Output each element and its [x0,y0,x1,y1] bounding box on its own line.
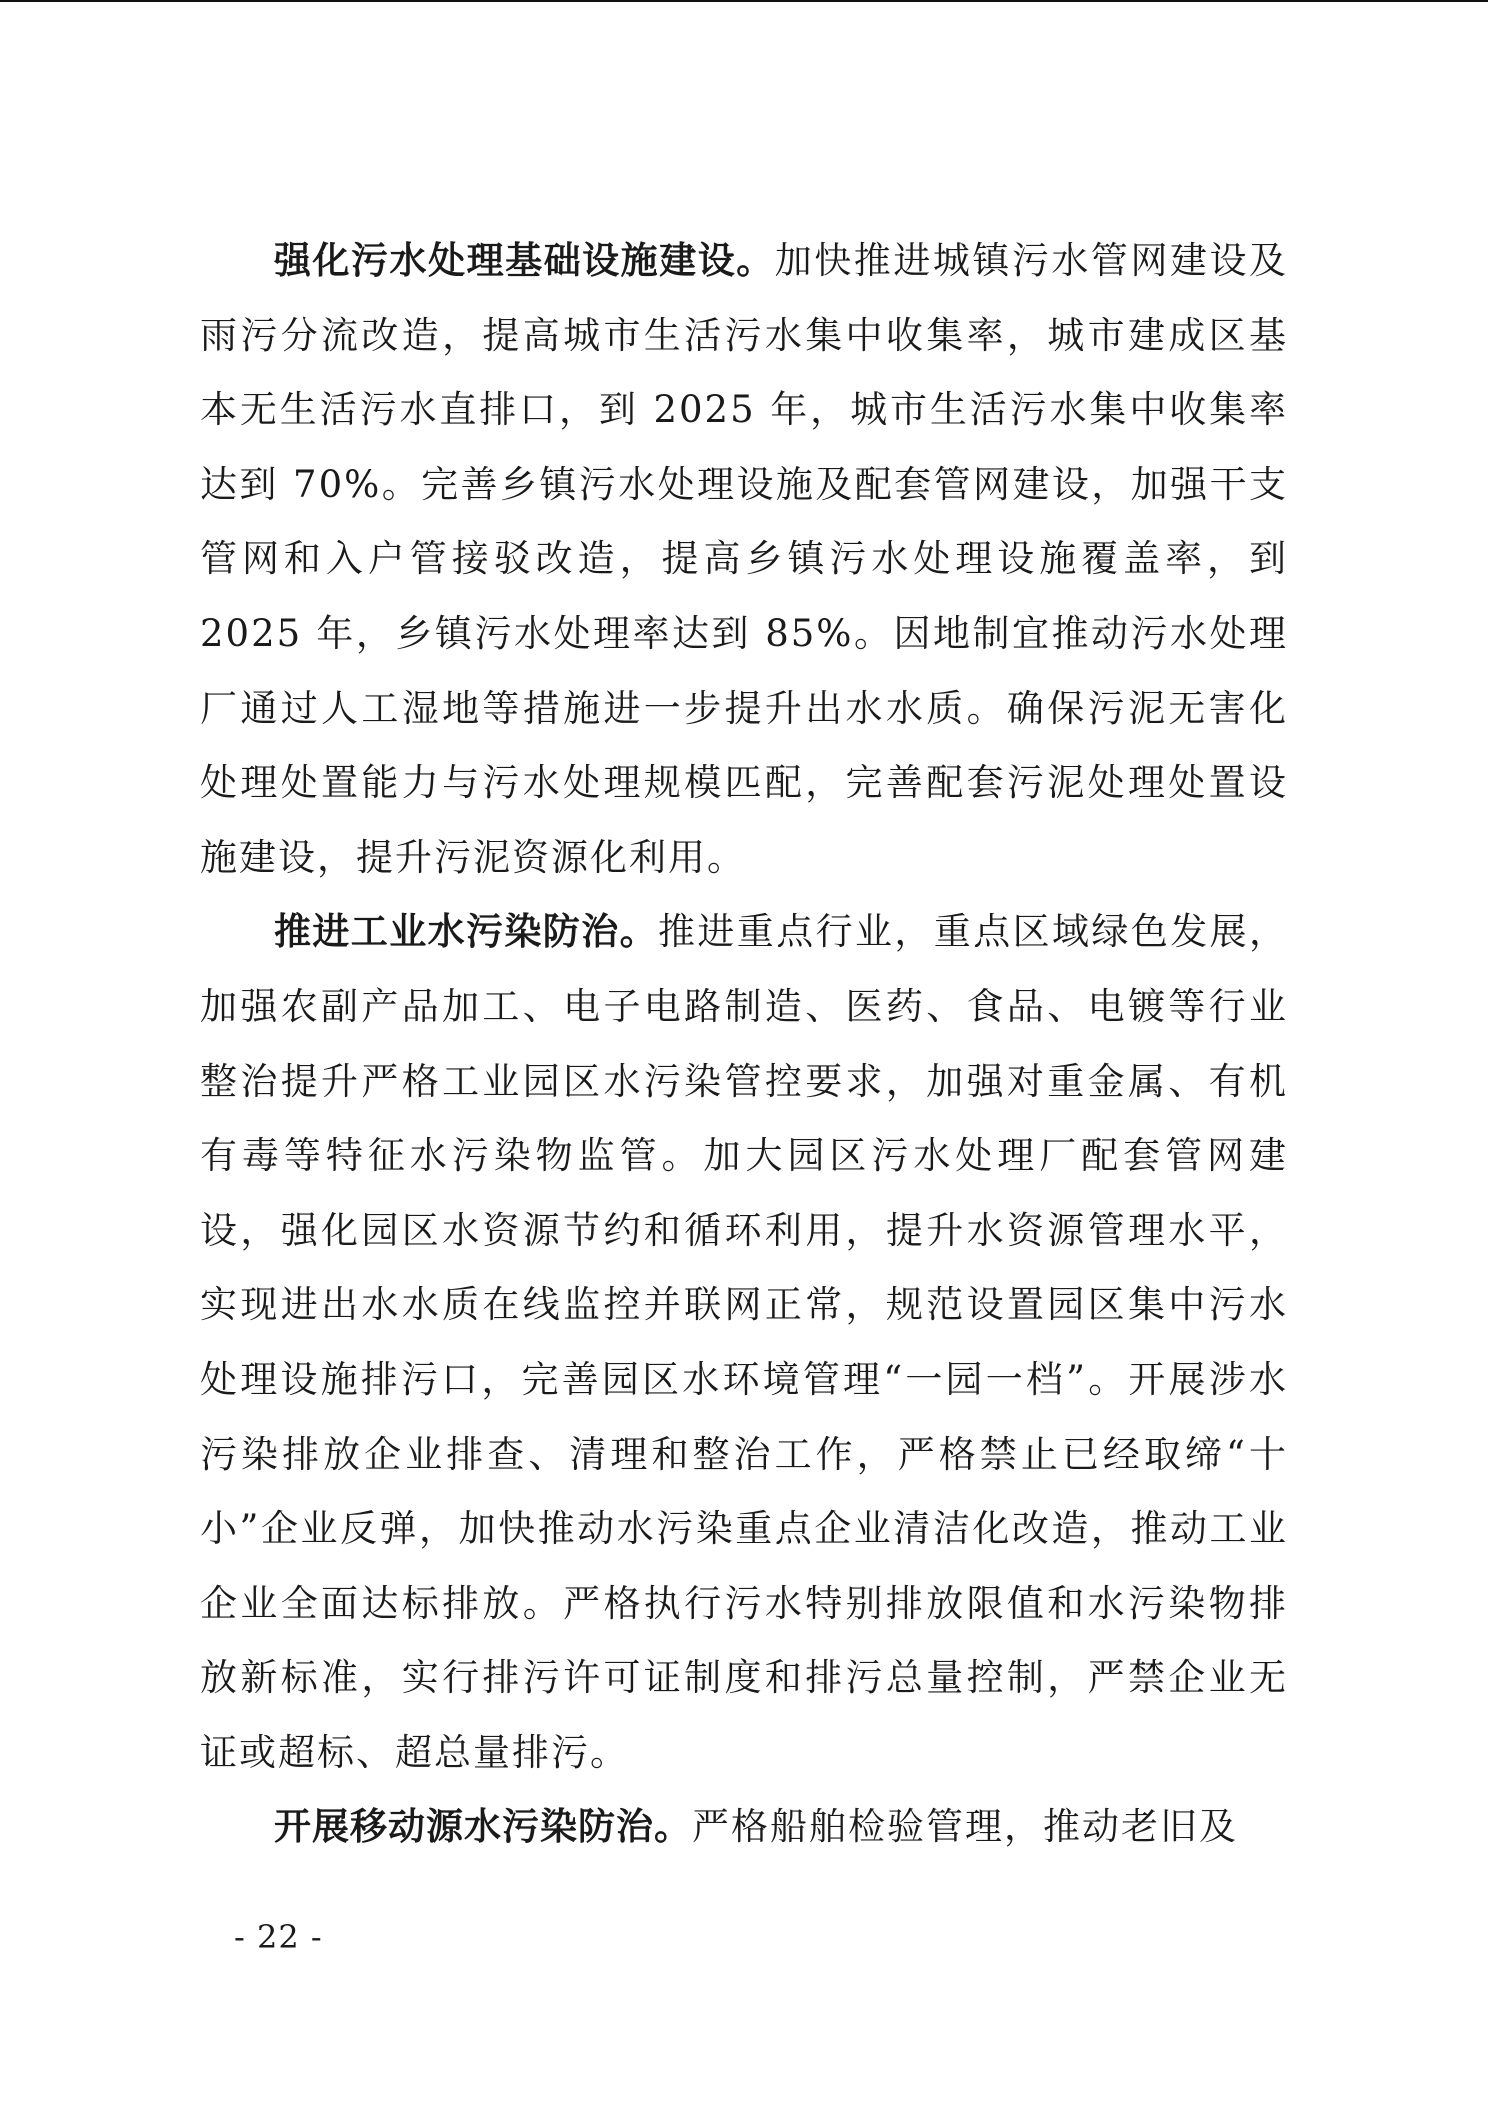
paragraph-text: 推进重点行业，重点区域绿色发展，加强农副产品加工、电子电路制造、医药、食品、电镀等行业整治提升严格工业园区水污染管控要求，加强对重金属、有机有毒等特征水污染物监管。加大园区污水处理厂配套管网建设，强化园区水资源节约和循环利用，提升水资源管理水平，实现进出水水质在线监控并联网正常，规范设置园区集中污水处理设施排污口，完善园区水环境管理“一园一档”。开展涉水污染排放企业排查、清理和整治工作，严格禁止已经取缔“十小”企业反弹，加快推动水污染重点企业清洁化改造，推动工业企业全面达标排放。严格执行污水特别排放限值和水污染物排放新标准，实行排污许可证制度和排污总量控制，严禁企业无证或超标、超总量排污。 [200,910,1288,1774]
document-body [200,224,1288,1865]
paragraph-heading: 强化污水处理基础设施建设。 [274,239,775,282]
paragraph-industrial-pollution [200,895,1288,1790]
paragraph-sewage-infrastructure [200,224,1288,895]
paragraph-mobile-source-pollution [200,1790,1288,1865]
paragraph-heading: 推进工业水污染防治。 [274,910,658,954]
paragraph-heading: 开展移动源水污染防治。 [274,1805,692,1849]
page-number: - 22 - [234,1918,323,1956]
paragraph-text: 严格船舶检验管理，推动老旧及 [692,1805,1238,1849]
paragraph-text: 加快推进城镇污水管网建设及雨污分流改造，提高城市生活污水集中收集率，城市建成区基本无生活污水直排口，到 2025 年，城市生活污水集中收集率达到 70%。完善乡镇污水处理设施及配套管网建设，加强干支管网和入户管接驳改造，提高乡镇污水处理设施覆盖率，到 2025 年，乡镇污水处理率达到 85%。因地制宜推动污水处理厂通过人工湿地等措施进一步提升出水水质。确保污泥无害化处理处置能力与污水处理规模匹配，完善配套污泥处理处置设施建设，提升污泥资源化利用。 [200,239,1289,879]
